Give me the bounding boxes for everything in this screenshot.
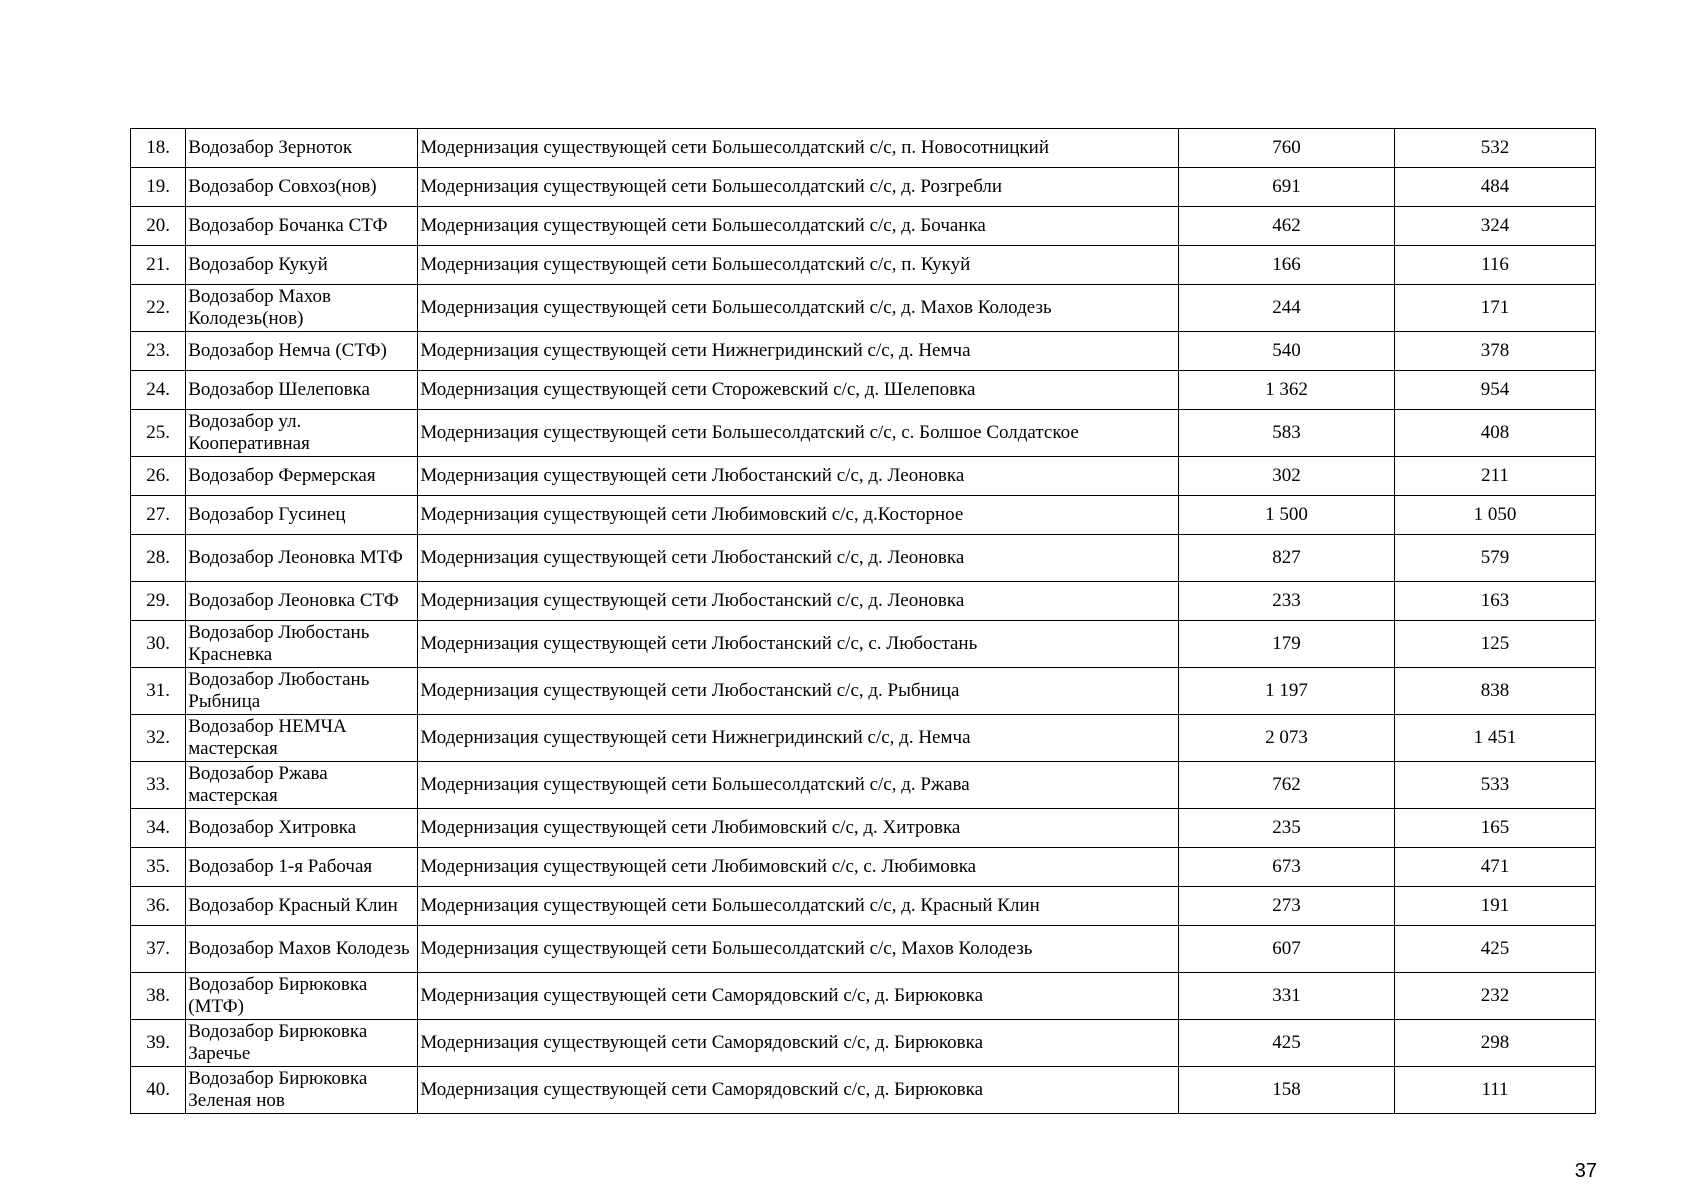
value-1-cell: 331 <box>1178 973 1394 1020</box>
intake-name-cell: Водозабор Красный Клин <box>186 887 418 926</box>
row-number-cell: 35. <box>131 848 186 887</box>
table-row <box>131 621 1596 668</box>
table-body <box>131 129 1596 1114</box>
value-2-cell: 954 <box>1395 371 1596 410</box>
value-2-cell: 378 <box>1395 332 1596 371</box>
value-2-cell: 425 <box>1395 926 1596 973</box>
intake-name-cell: Водозабор Бочанка СТФ <box>186 207 418 246</box>
description-cell: Модернизация существующей сети Нижнегридинский с/с, д. Немча <box>418 715 1179 762</box>
description-cell: Модернизация существующей сети Большесолдатский с/с, д. Ржава <box>418 762 1179 809</box>
table-row <box>131 371 1596 410</box>
description-cell: Модернизация существующей сети Саморядовский с/с, д. Бирюковка <box>418 1067 1179 1114</box>
value-1-cell: 1 500 <box>1178 496 1394 535</box>
row-number-cell: 33. <box>131 762 186 809</box>
value-2-cell: 232 <box>1395 973 1596 1020</box>
intake-name-cell: Водозабор Гусинец <box>186 496 418 535</box>
table-row <box>131 809 1596 848</box>
intake-name-cell: Водозабор 1-я Рабочая <box>186 848 418 887</box>
intake-name-cell: Водозабор Бирюковка Зеленая нов <box>186 1067 418 1114</box>
intake-name-cell: Водозабор Зерноток <box>186 129 418 168</box>
row-number-cell: 21. <box>131 246 186 285</box>
description-cell: Модернизация существующей сети Большесолдатский с/с, д. Красный Клин <box>418 887 1179 926</box>
table-row <box>131 168 1596 207</box>
intake-name-cell: Водозабор Хитровка <box>186 809 418 848</box>
table-row <box>131 668 1596 715</box>
value-2-cell: 579 <box>1395 535 1596 582</box>
value-2-cell: 532 <box>1395 129 1596 168</box>
description-cell: Модернизация существующей сети Любимовский с/с, д. Хитровка <box>418 809 1179 848</box>
intake-name-cell: Водозабор Кукуй <box>186 246 418 285</box>
description-cell: Модернизация существующей сети Большесолдатский с/с, п. Кукуй <box>418 246 1179 285</box>
value-2-cell: 191 <box>1395 887 1596 926</box>
row-number-cell: 39. <box>131 1020 186 1067</box>
value-1-cell: 425 <box>1178 1020 1394 1067</box>
intake-name-cell: Водозабор Любостань Красневка <box>186 621 418 668</box>
intake-name-cell: Водозабор Махов Колодезь(нов) <box>186 285 418 332</box>
value-1-cell: 2 073 <box>1178 715 1394 762</box>
value-1-cell: 1 362 <box>1178 371 1394 410</box>
description-cell: Модернизация существующей сети Любостанский с/с, д. Леоновка <box>418 582 1179 621</box>
description-cell: Модернизация существующей сети Любостанский с/с, д. Леоновка <box>418 457 1179 496</box>
value-2-cell: 1 451 <box>1395 715 1596 762</box>
table-row <box>131 285 1596 332</box>
row-number-cell: 19. <box>131 168 186 207</box>
row-number-cell: 24. <box>131 371 186 410</box>
value-1-cell: 673 <box>1178 848 1394 887</box>
value-1-cell: 540 <box>1178 332 1394 371</box>
intake-name-cell: Водозабор Шелеповка <box>186 371 418 410</box>
row-number-cell: 20. <box>131 207 186 246</box>
row-number-cell: 25. <box>131 410 186 457</box>
value-1-cell: 235 <box>1178 809 1394 848</box>
row-number-cell: 36. <box>131 887 186 926</box>
value-2-cell: 111 <box>1395 1067 1596 1114</box>
intake-name-cell: Водозабор Ржава мастерская <box>186 762 418 809</box>
intake-name-cell: Водозабор Махов Колодезь <box>186 926 418 973</box>
table-row <box>131 535 1596 582</box>
intake-name-cell: Водозабор Леоновка МТФ <box>186 535 418 582</box>
row-number-cell: 29. <box>131 582 186 621</box>
intake-name-cell: Водозабор Бирюковка Заречье <box>186 1020 418 1067</box>
table-row <box>131 973 1596 1020</box>
description-cell: Модернизация существующей сети Большесолдатский с/с, Махов Колодезь <box>418 926 1179 973</box>
value-2-cell: 324 <box>1395 207 1596 246</box>
intake-name-cell: Водозабор Леоновка СТФ <box>186 582 418 621</box>
row-number-cell: 27. <box>131 496 186 535</box>
value-2-cell: 165 <box>1395 809 1596 848</box>
table-row <box>131 332 1596 371</box>
value-1-cell: 760 <box>1178 129 1394 168</box>
value-2-cell: 484 <box>1395 168 1596 207</box>
value-2-cell: 163 <box>1395 582 1596 621</box>
value-1-cell: 691 <box>1178 168 1394 207</box>
row-number-cell: 40. <box>131 1067 186 1114</box>
value-1-cell: 607 <box>1178 926 1394 973</box>
description-cell: Модернизация существующей сети Большесолдатский с/с, с. Болшое Солдатское <box>418 410 1179 457</box>
intake-name-cell: Водозабор ул. Кооперативная <box>186 410 418 457</box>
table-row <box>131 762 1596 809</box>
table-row <box>131 926 1596 973</box>
row-number-cell: 23. <box>131 332 186 371</box>
value-2-cell: 471 <box>1395 848 1596 887</box>
row-number-cell: 37. <box>131 926 186 973</box>
description-cell: Модернизация существующей сети Любимовский с/с, с. Любимовка <box>418 848 1179 887</box>
table-row <box>131 496 1596 535</box>
row-number-cell: 31. <box>131 668 186 715</box>
value-2-cell: 838 <box>1395 668 1596 715</box>
value-2-cell: 298 <box>1395 1020 1596 1067</box>
value-2-cell: 171 <box>1395 285 1596 332</box>
row-number-cell: 30. <box>131 621 186 668</box>
table-row <box>131 1067 1596 1114</box>
value-2-cell: 533 <box>1395 762 1596 809</box>
table-row <box>131 715 1596 762</box>
value-1-cell: 166 <box>1178 246 1394 285</box>
value-1-cell: 233 <box>1178 582 1394 621</box>
description-cell: Модернизация существующей сети Сторожевский с/с, д. Шелеповка <box>418 371 1179 410</box>
table-row <box>131 129 1596 168</box>
value-1-cell: 827 <box>1178 535 1394 582</box>
description-cell: Модернизация существующей сети Любимовский с/с, д.Косторное <box>418 496 1179 535</box>
description-cell: Модернизация существующей сети Большесолдатский с/с, д. Бочанка <box>418 207 1179 246</box>
description-cell: Модернизация существующей сети Любостанский с/с, д. Рыбница <box>418 668 1179 715</box>
table-row <box>131 1020 1596 1067</box>
table-row <box>131 410 1596 457</box>
description-cell: Модернизация существующей сети Саморядовский с/с, д. Бирюковка <box>418 1020 1179 1067</box>
row-number-cell: 28. <box>131 535 186 582</box>
table-row <box>131 207 1596 246</box>
row-number-cell: 34. <box>131 809 186 848</box>
row-number-cell: 26. <box>131 457 186 496</box>
value-2-cell: 1 050 <box>1395 496 1596 535</box>
value-1-cell: 273 <box>1178 887 1394 926</box>
description-cell: Модернизация существующей сети Большесолдатский с/с, п. Новосотницкий <box>418 129 1179 168</box>
value-2-cell: 116 <box>1395 246 1596 285</box>
page-number: 37 <box>1574 1160 1597 1182</box>
value-1-cell: 1 197 <box>1178 668 1394 715</box>
description-cell: Модернизация существующей сети Большесолдатский с/с, д. Розгребли <box>418 168 1179 207</box>
value-1-cell: 158 <box>1178 1067 1394 1114</box>
value-1-cell: 462 <box>1178 207 1394 246</box>
intake-name-cell: Водозабор Любостань Рыбница <box>186 668 418 715</box>
value-1-cell: 244 <box>1178 285 1394 332</box>
intake-name-cell: Водозабор Фермерская <box>186 457 418 496</box>
row-number-cell: 38. <box>131 973 186 1020</box>
intake-name-cell: Водозабор НЕМЧА мастерская <box>186 715 418 762</box>
description-cell: Модернизация существующей сети Любостанский с/с, д. Леоновка <box>418 535 1179 582</box>
intake-name-cell: Водозабор Совхоз(нов) <box>186 168 418 207</box>
value-1-cell: 583 <box>1178 410 1394 457</box>
description-cell: Модернизация существующей сети Саморядовский с/с, д. Бирюковка <box>418 973 1179 1020</box>
description-cell: Модернизация существующей сети Большесолдатский с/с, д. Махов Колодезь <box>418 285 1179 332</box>
value-1-cell: 179 <box>1178 621 1394 668</box>
value-1-cell: 762 <box>1178 762 1394 809</box>
table-row <box>131 887 1596 926</box>
water-intake-table <box>130 128 1596 1114</box>
intake-name-cell: Водозабор Бирюковка (МТФ) <box>186 973 418 1020</box>
intake-name-cell: Водозабор Немча (СТФ) <box>186 332 418 371</box>
row-number-cell: 18. <box>131 129 186 168</box>
row-number-cell: 22. <box>131 285 186 332</box>
value-2-cell: 125 <box>1395 621 1596 668</box>
table-row <box>131 582 1596 621</box>
description-cell: Модернизация существующей сети Любостанский с/с, с. Любостань <box>418 621 1179 668</box>
value-2-cell: 211 <box>1395 457 1596 496</box>
description-cell: Модернизация существующей сети Нижнегридинский с/с, д. Немча <box>418 332 1179 371</box>
value-1-cell: 302 <box>1178 457 1394 496</box>
table-row <box>131 457 1596 496</box>
value-2-cell: 408 <box>1395 410 1596 457</box>
table-row <box>131 848 1596 887</box>
row-number-cell: 32. <box>131 715 186 762</box>
table-row <box>131 246 1596 285</box>
